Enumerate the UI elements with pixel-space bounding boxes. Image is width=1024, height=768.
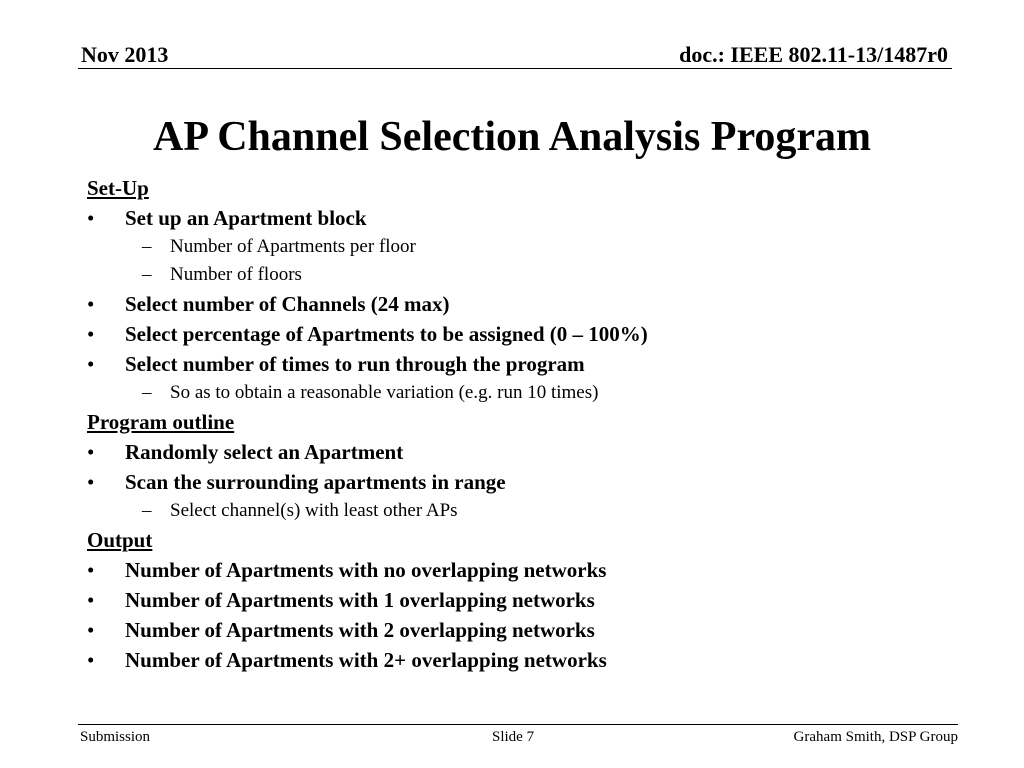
bullet-item [87, 319, 947, 349]
bullet-dot-icon: • [87, 292, 95, 316]
bullet-item [87, 437, 947, 467]
dash-icon: – [142, 264, 152, 285]
footer-author: Graham Smith, DSP Group [793, 729, 958, 745]
footer-slide-number: Slide 7 [492, 729, 535, 745]
slide-title: AP Channel Selection Analysis Program [153, 114, 871, 160]
dash-icon: – [142, 382, 152, 403]
bullet-text: Number of Apartments with 2+ overlapping networks [125, 648, 607, 672]
bullet-dot-icon: • [87, 558, 95, 582]
header-doc-ref: doc.: IEEE 802.11-13/1487r0 [679, 42, 948, 67]
bullet-text: Select number of times to run through the program [125, 352, 585, 376]
bullet-item [87, 645, 947, 675]
section-heading-output: Output [87, 528, 153, 552]
bullet-item [87, 615, 947, 645]
bullet-text: Randomly select an Apartment [125, 440, 404, 464]
bullet-text: Number of Apartments with 2 overlapping networks [125, 618, 595, 642]
bullet-dot-icon: • [87, 206, 95, 230]
bullet-item [87, 349, 947, 379]
sub-text: So as to obtain a reasonable variation (e.g. run 10 times) [170, 382, 599, 403]
bullet-text: Number of Apartments with no overlapping networks [125, 558, 607, 582]
bullet-item [87, 467, 947, 497]
bullet-dot-icon: • [87, 618, 95, 642]
section-heading-setup: Set-Up [87, 176, 149, 200]
bullet-item [87, 585, 947, 615]
footer-divider [78, 724, 958, 725]
dash-icon: – [142, 236, 152, 257]
bullet-dot-icon: • [87, 648, 95, 672]
sub-item [87, 497, 947, 525]
sub-text: Number of floors [170, 264, 302, 285]
sub-item [87, 379, 947, 407]
footer-submission: Submission [80, 729, 151, 745]
header-date: Nov 2013 [81, 42, 169, 67]
sub-text: Select channel(s) with least other APs [170, 500, 458, 521]
bullet-dot-icon: • [87, 352, 95, 376]
section-heading-program-outline: Program outline [87, 410, 235, 434]
bullet-text: Set up an Apartment block [125, 206, 367, 230]
bullet-item [87, 203, 947, 233]
bullet-text: Select percentage of Apartments to be assigned (0 – 100%) [125, 322, 648, 346]
bullet-text: Scan the surrounding apartments in range [125, 470, 506, 494]
bullet-text: Select number of Channels (24 max) [125, 292, 450, 316]
bullet-dot-icon: • [87, 588, 95, 612]
header-divider [78, 68, 952, 69]
bullet-dot-icon: • [87, 440, 95, 464]
bullet-item [87, 289, 947, 319]
dash-icon: – [142, 500, 152, 521]
sub-item [87, 261, 947, 289]
bullet-dot-icon: • [87, 470, 95, 494]
bullet-dot-icon: • [87, 322, 95, 346]
slide-body [87, 173, 947, 675]
sub-item [87, 233, 947, 261]
bullet-item [87, 555, 947, 585]
bullet-text: Number of Apartments with 1 overlapping networks [125, 588, 595, 612]
sub-text: Number of Apartments per floor [170, 236, 416, 257]
